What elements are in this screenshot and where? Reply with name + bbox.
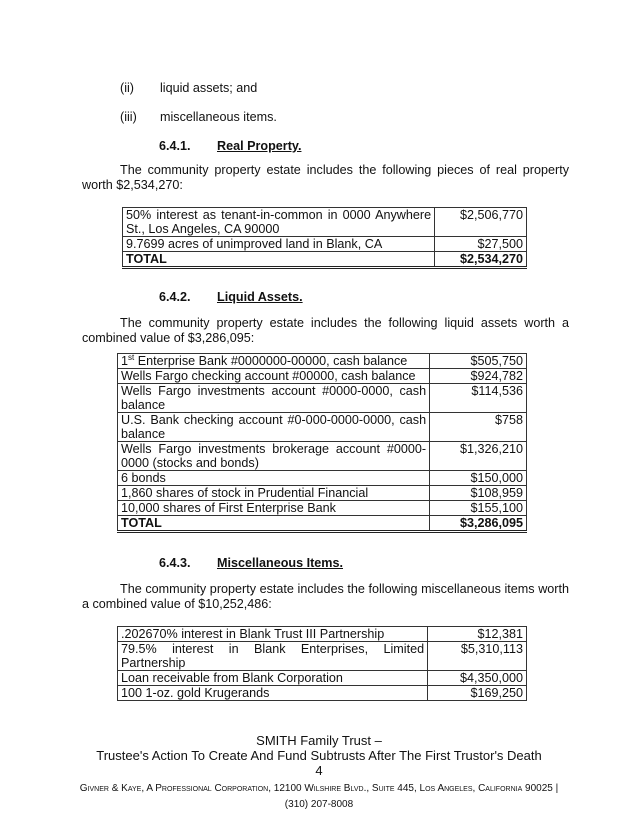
row-amount: $169,250 (428, 686, 527, 701)
row-description: 100 1-oz. gold Krugerands (118, 686, 428, 701)
real-property-table (122, 207, 527, 269)
liquid-assets-table (117, 353, 527, 533)
table-row (118, 642, 527, 671)
total-amount: $2,534,270 (435, 252, 527, 268)
table-row (123, 208, 527, 237)
row-description: 9.7699 acres of unimproved land in Blank, CA (123, 237, 435, 252)
table-row (118, 671, 527, 686)
list-item-text: miscellaneous items. (160, 110, 277, 124)
total-row (123, 252, 527, 268)
row-description: .202670% interest in Blank Trust III Partnership (118, 627, 428, 642)
footer-document-title: Trustee's Action To Create And Fund Subtrusts After The First Trustor's Death (96, 748, 542, 763)
section-title: Real Property. (217, 139, 302, 153)
total-row (118, 516, 527, 532)
row-amount: $505,750 (430, 354, 527, 369)
section-number: 6.4.1. (159, 139, 191, 153)
section-intro: The community property estate includes the following miscellaneous items worth a combined value of $10,252,486: (82, 582, 569, 611)
list-item-number: (ii) (120, 81, 134, 95)
section-intro: The community property estate includes the following liquid assets worth a combined value of $3,286,095: (82, 316, 569, 345)
section-intro: The community property estate includes the following pieces of real property worth $2,534,270: (82, 163, 569, 192)
table-row (118, 686, 527, 701)
total-label: TOTAL (118, 516, 430, 532)
list-item-text: liquid assets; and (160, 81, 258, 95)
row-amount: $758 (430, 413, 527, 442)
row-amount: $108,959 (430, 486, 527, 501)
footer-trust-name: SMITH Family Trust – (256, 733, 382, 748)
row-amount: $155,100 (430, 501, 527, 516)
row-description: 50% interest as tenant-in-common in 0000 Anywhere St., Los Angeles, CA 90000 (123, 208, 435, 237)
row-amount: $114,536 (430, 384, 527, 413)
row-description: Wells Fargo checking account #00000, cash balance (118, 369, 430, 384)
row-description: 1,860 shares of stock in Prudential Financial (118, 486, 430, 501)
footer-phone: (310) 207-8008 (284, 799, 354, 810)
table-row (118, 442, 527, 471)
table-row (118, 354, 527, 369)
row-description: Wells Fargo investments brokerage account #0000-0000 (stocks and bonds) (118, 442, 430, 471)
table-row (118, 471, 527, 486)
list-item-number: (iii) (120, 110, 137, 124)
row-amount: $924,782 (430, 369, 527, 384)
row-amount: $1,326,210 (430, 442, 527, 471)
total-amount: $3,286,095 (430, 516, 527, 532)
section-title: Miscellaneous Items. (217, 556, 343, 570)
footer-firm-line: Givner & Kaye, A Professional Corporation, 12100 Wilshire Blvd., Suite 445, Los Angeles, California 90025 | (79, 783, 559, 794)
row-amount: $12,381 (428, 627, 527, 642)
table-row (118, 627, 527, 642)
row-amount: $2,506,770 (435, 208, 527, 237)
section-number: 6.4.2. (159, 290, 191, 304)
row-amount: $4,350,000 (428, 671, 527, 686)
row-amount: $5,310,113 (428, 642, 527, 671)
section-title: Liquid Assets. (217, 290, 303, 304)
table-row (118, 384, 527, 413)
row-description: Wells Fargo investments account #0000-0000, cash balance (118, 384, 430, 413)
row-description: Loan receivable from Blank Corporation (118, 671, 428, 686)
row-amount: $27,500 (435, 237, 527, 252)
table-row (123, 237, 527, 252)
total-label: TOTAL (123, 252, 435, 268)
page-number: 4 (315, 763, 323, 778)
row-description: 79.5% interest in Blank Enterprises, Limited Partnership (118, 642, 428, 671)
section-number: 6.4.3. (159, 556, 191, 570)
table-row (118, 486, 527, 501)
row-description: U.S. Bank checking account #0-000-0000-0000, cash balance (118, 413, 430, 442)
row-description: 6 bonds (118, 471, 430, 486)
table-row (118, 413, 527, 442)
misc-items-table (117, 626, 527, 701)
table-row (118, 369, 527, 384)
row-description: 1st Enterprise Bank #0000000-00000, cash balance (118, 354, 430, 369)
row-description: 10,000 shares of First Enterprise Bank (118, 501, 430, 516)
row-amount: $150,000 (430, 471, 527, 486)
table-row (118, 501, 527, 516)
